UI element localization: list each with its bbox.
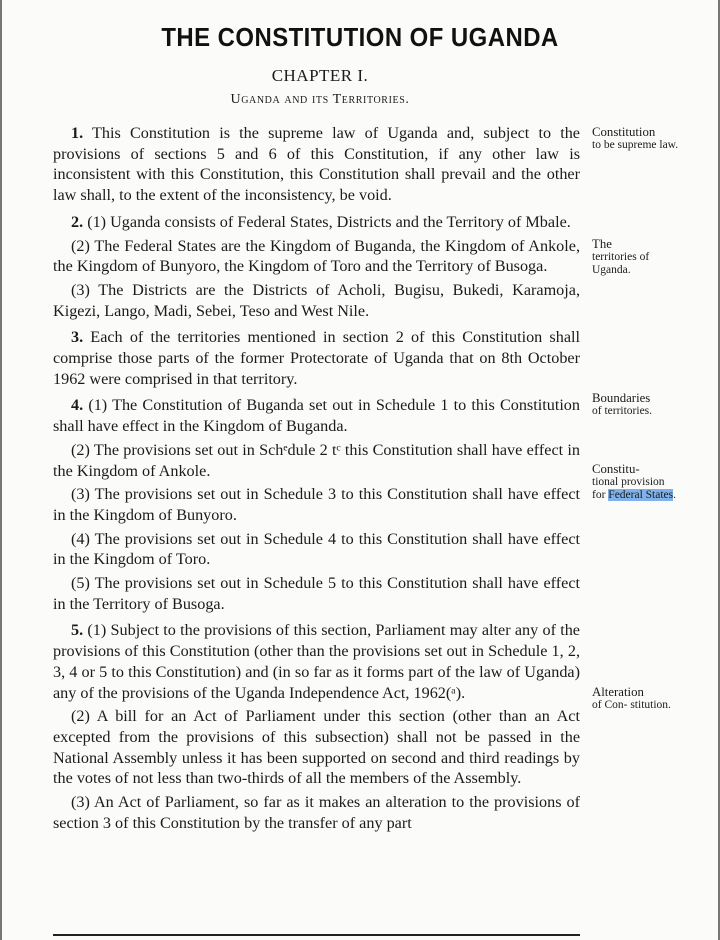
- subsection-paragraph: (2) A bill for an Act of Parliament under this section (other than an Act excepted from the provisions of this subsection) shall not be passed in the National Assembly unless it has been supported on second and third readings by the votes of not less than two-thirds of all the members of the Assembly.: [53, 707, 580, 788]
- margin-note-boundaries: [592, 392, 680, 418]
- margin-note-heading: Boundaries: [592, 391, 651, 405]
- margin-note-heading: Alteration: [592, 685, 644, 699]
- section-text: This Constitution is the supreme law of Uganda and, subject to the provisions of sections 5 and 6 of this Constitution, if any other law is inconsistent with this Constitution, this Constitution shall prevail and the other law shall, to the extent of the inconsistency, be void.: [53, 124, 580, 205]
- subsection-paragraph: (2) The Federal States are the Kingdom of Buganda, the Kingdom of Ankole, the Kingdom of Bunyoro, the Kingdom of Toro and the Territory of Busoga.: [53, 236, 580, 276]
- subsection-paragraph: (3) The Districts are the Districts of Acholi, Bugisu, Bukedi, Karamoja, Kigezi, Lango, Madi, Sebei, Teso and West Nile.: [53, 280, 580, 320]
- section-4-paragraph: [53, 395, 580, 436]
- margin-note-text: tional provision for: [592, 476, 665, 501]
- section-3-paragraph: [53, 327, 580, 389]
- section-text: (1) Uganda consists of Federal States, Districts and the Territory of Mbale.: [83, 212, 571, 231]
- page-left-edge: [0, 0, 2, 940]
- subsection-paragraph: (4) The provisions set out in Schedule 4 to this Constitution shall have effect in the Kingdom of Toro.: [53, 529, 580, 569]
- bottom-rule: [53, 934, 580, 936]
- margin-note-text: of Con- stitution.: [592, 699, 671, 712]
- section-text: (1) The Constitution of Buganda set out in Schedule 1 to this Constitution shall have effect in the Kingdom of Buganda.: [53, 396, 580, 436]
- margin-note-heading: The: [592, 237, 612, 251]
- section-text: (1) Subject to the provisions of this section, Parliament may alter any of the provisions of this Constitution (other than the provisions set out in Schedule 1, 2, 3, 4 or 5 to this Constitution) and (in so far as it forms part of the law of Uganda) any of the provisions of the Uganda Independence Act, 1962(ᵃ).: [53, 621, 580, 702]
- section-number: 4.: [71, 396, 84, 415]
- margin-note-tail: .: [673, 488, 676, 501]
- section-1-paragraph: [53, 123, 580, 206]
- margin-note-heading: Constitu-: [592, 462, 640, 476]
- margin-note-text: to be supreme law.: [592, 139, 679, 152]
- subsection-paragraph: (2) The provisions set out in Schᵉdule 2 tᶜ this Constitution shall have effect in the Kingdom of Ankole.: [53, 440, 580, 480]
- margin-note-federal-states: [592, 463, 680, 501]
- document-title: THE CONSTITUTION OF UGANDA: [161, 22, 559, 52]
- section-number: 2.: [71, 212, 84, 231]
- margin-note-alteration: [592, 686, 680, 712]
- section-number: 5.: [71, 621, 84, 640]
- subsection-paragraph: (5) The provisions set out in Schedule 5 to this Constitution shall have effect in the Territory of Busoga.: [53, 574, 580, 613]
- margin-note-text: territories of Uganda.: [592, 251, 650, 276]
- chapter-heading: CHAPTER I.: [271, 66, 369, 85]
- margin-note-heading: Constitution: [592, 125, 656, 139]
- margin-note-text: of territories.: [592, 405, 653, 418]
- margin-note-territories: [592, 238, 680, 276]
- section-number: 1.: [71, 124, 84, 142]
- section-number: 3.: [71, 328, 84, 347]
- document-body: [53, 123, 580, 834]
- subsection-paragraph: (3) An Act of Parliament, so far as it makes an alteration to the provisions of section 3 of this Constitution by the transfer of any part: [53, 793, 580, 832]
- margin-note-supreme-law: [592, 126, 680, 152]
- section-2-paragraph: [53, 212, 580, 233]
- section-5-paragraph: [53, 620, 580, 703]
- chapter-subtitle: Uganda and its Territories.: [230, 92, 410, 107]
- subsection-paragraph: (3) The provisions set out in Schedule 3 to this Constitution shall have effect in the Kingdom of Bunyoro.: [53, 485, 580, 524]
- highlighted-text[interactable]: Federal States: [608, 488, 674, 501]
- section-text: Each of the territories mentioned in section 2 of this Constitution shall comprise those parts of the former Protectorate of Uganda that on 8th October 1962 were comprised in that territory.: [53, 328, 580, 388]
